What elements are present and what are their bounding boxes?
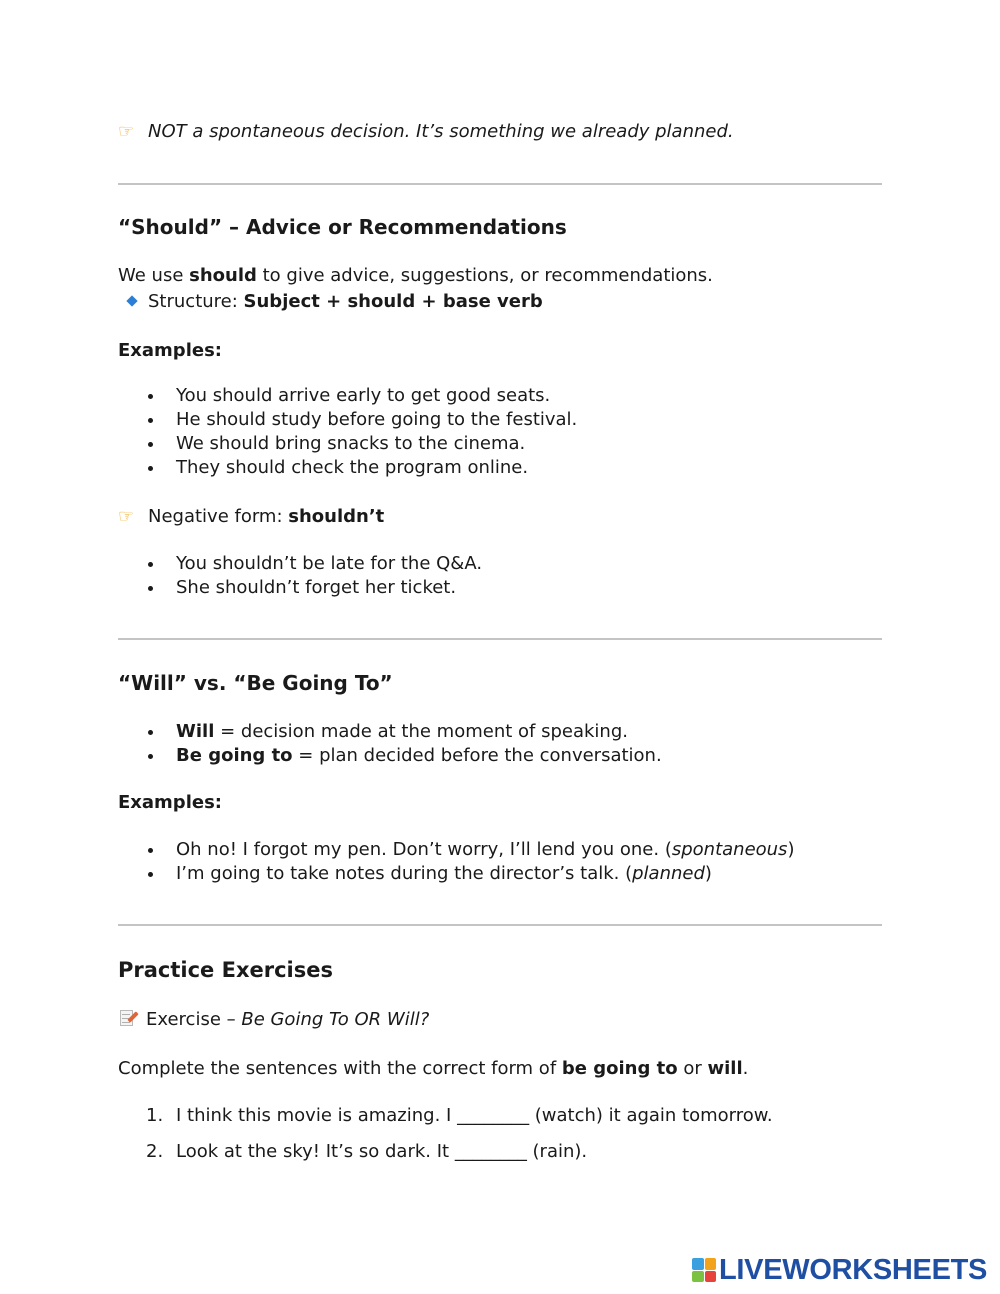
rule-term: Will [176,721,215,742]
should-intro-bold: should [189,265,257,286]
pointing-hand-icon: ☞ [118,121,135,142]
example-close: ) [787,839,795,860]
instruction-bold-2: will [707,1058,743,1079]
examples-label-will: Examples: [118,792,222,813]
section-title-should: “Should” – Advice or Recommendations [118,215,567,239]
logo-text: LIVEWORKSHEETS [719,1253,988,1286]
exercise-item[interactable] [118,1098,773,1134]
list-item-text: They should check the program online. [176,457,529,478]
bullet-icon [148,418,153,423]
exercise-item[interactable] [118,1134,773,1170]
should-intro-pre: We use [118,265,190,286]
list-item-text: We should bring snacks to the cinema. [176,433,526,454]
list-item-text: You should arrive early to get good seats. [176,385,551,406]
negative-value: shouldn’t [288,506,385,527]
bullet-icon [148,872,153,877]
instruction-end: . [742,1058,749,1079]
will-examples-list [118,838,794,886]
pointing-hand-icon: ☞ [118,506,135,527]
example-text: I’m going to take notes during the director’s talk. ( [176,863,633,884]
item-text: Look at the sky! It’s so dark. It ________ (rain). [176,1141,588,1162]
item-text: I think this movie is amazing. I ________ (watch) it again tomorrow. [176,1105,773,1126]
should-intro [118,264,713,288]
bullet-icon [148,586,153,591]
list-item [118,720,662,744]
exercise-instruction [118,1057,748,1081]
structure-label: Structure: [148,291,244,312]
liveworksheets-logo [692,1253,987,1287]
list-item [118,862,794,886]
item-number: 1. [146,1105,164,1126]
list-item-text: You shouldn’t be late for the Q&A. [176,553,483,574]
should-examples-list [118,384,577,480]
exercise-prefix: Exercise – [146,1009,242,1030]
example-tag: spontaneous [671,839,788,860]
divider [118,924,882,926]
item-number: 2. [146,1141,164,1162]
list-item [118,576,482,600]
rule-definition: = plan decided before the conversation. [292,745,662,766]
bullet-icon [148,442,153,447]
instruction-pre: Complete the sentences with the correct form of [118,1058,562,1079]
negative-label: Negative form: [148,506,289,527]
list-item [118,384,577,408]
intro-note-text: NOT a spontaneous decision. It’s something we already planned. [148,121,734,142]
rule-definition: = decision made at the moment of speaking. [214,721,628,742]
memo-icon [118,1009,138,1027]
bullet-icon [148,466,153,471]
should-structure [118,290,543,314]
list-item [118,456,577,480]
example-tag: planned [632,863,705,884]
structure-value: Subject + should + base verb [243,291,543,312]
instruction-bold-1: be going to [561,1058,678,1079]
examples-label-should: Examples: [118,340,222,361]
divider [118,638,882,640]
list-item [118,838,794,862]
bullet-icon [148,848,153,853]
list-item [118,744,662,768]
example-close: ) [704,863,712,884]
instruction-mid: or [677,1058,708,1079]
exercise-heading [118,1008,429,1032]
bullet-icon [148,562,153,567]
intro-note [118,120,734,144]
logo-mark-icon [692,1258,716,1282]
section-title-will: “Will” vs. “Be Going To” [118,671,393,695]
divider [118,183,882,185]
bullet-icon [148,394,153,399]
rule-term: Be going to [176,745,293,766]
negative-form-note [118,505,384,529]
list-item [118,408,577,432]
example-text: Oh no! I forgot my pen. Don’t worry, I’ll lend you one. ( [176,839,672,860]
exercise-name: Be Going To OR Will? [241,1009,430,1030]
bullet-icon [148,730,153,735]
list-item-text: He should study before going to the festival. [176,409,578,430]
section-title-practice: Practice Exercises [118,958,333,982]
should-intro-post: to give advice, suggestions, or recommendations. [256,265,713,286]
negative-examples-list [118,552,482,600]
blue-diamond-icon [126,295,137,306]
bullet-icon [148,754,153,759]
exercise-items [118,1098,773,1170]
will-rules-list [118,720,662,768]
list-item [118,552,482,576]
list-item-text: She shouldn’t forget her ticket. [176,577,457,598]
list-item [118,432,577,456]
